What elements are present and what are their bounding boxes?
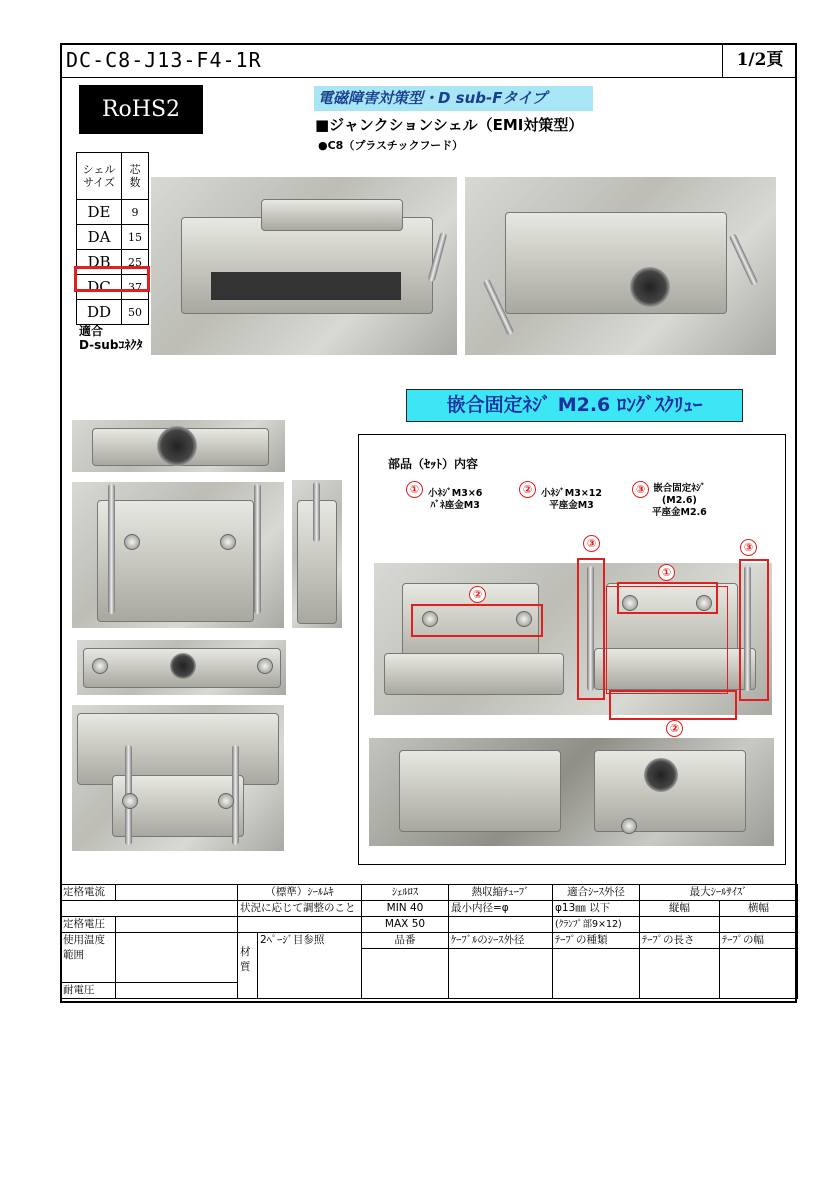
part-3-line2: (M2.6) <box>661 495 697 506</box>
shell-min: MIN 40 <box>362 901 449 917</box>
variant-title: ●C8（プラスチックフード） <box>318 139 464 152</box>
callout-box-3-right <box>739 559 769 701</box>
photo-front-view <box>72 482 284 628</box>
vertical-value <box>640 917 720 933</box>
part-2-label <box>541 488 602 512</box>
screw-banner: 嵌合固定ﾈｼﾞ M2.6 ﾛﾝｸﾞｽｸﾘｭｰ <box>406 389 743 422</box>
pins-cell: 37 <box>122 275 149 300</box>
rated-voltage-value <box>116 917 238 933</box>
callout-2-upper: ② <box>469 586 486 603</box>
callout-2-lower: ② <box>666 720 683 737</box>
heat-tube-label: 熱収縮ﾁｭｰﾌﾞ <box>449 885 553 901</box>
product-photo-back <box>465 177 776 355</box>
material-label <box>238 933 258 999</box>
shell-max: MAX 50 <box>362 917 449 933</box>
sheath-note: (ｸﾗﾝﾌﾟ部9×12) <box>553 917 640 933</box>
part-3-line1: 嵌合固定ﾈｼﾞ <box>653 483 706 494</box>
fit-label <box>79 324 142 352</box>
part-no-label: 品番 <box>362 933 449 949</box>
pins-cell: 15 <box>122 225 149 250</box>
shield-label: （標準）ｼｰﾙﾑｷ <box>238 885 362 901</box>
callout-1: ① <box>658 564 675 581</box>
parts-title: 部品（ｾｯﾄ）内容 <box>388 457 479 471</box>
part-no-value <box>362 949 449 999</box>
part-3-line3: 平座金M2.6 <box>652 507 707 518</box>
photo-side-view <box>292 480 342 628</box>
rated-current-value <box>116 885 238 901</box>
size-cell: DC <box>77 275 122 300</box>
callout-box-2-lower <box>609 690 737 720</box>
photo-rear-view <box>72 705 284 851</box>
max-seal-label: 最大ｼｰﾙｻｲｽﾞ <box>640 885 798 901</box>
part-1-number: ① <box>406 481 423 498</box>
parts-photo-inside <box>369 738 774 846</box>
part-2-number: ② <box>519 481 536 498</box>
selected-size-highlight <box>74 266 150 292</box>
tape-width-label: ﾃｰﾌﾟの幅 <box>720 933 798 949</box>
shell-loss-label: ｼｪﾙﾛｽ <box>362 885 449 901</box>
part-1-label <box>428 488 482 512</box>
heat-tube-value: 最小内径=φ <box>449 901 553 917</box>
callout-3-right: ③ <box>740 539 757 556</box>
sheath-label: 適合ｼｰｽ外径 <box>553 885 640 901</box>
rated-voltage-label: 定格電圧 <box>61 917 116 933</box>
tape-length-label: ﾃｰﾌﾟの長さ <box>640 933 720 949</box>
part-2-line2: 平座金M3 <box>549 500 594 511</box>
horizontal-label: 横幅 <box>720 901 798 917</box>
page-number: 1/2頁 <box>722 43 797 78</box>
callout-box-3-left <box>577 558 605 700</box>
use-temp-line2: 範囲 <box>63 949 84 961</box>
use-temp-line1: 使用温度 <box>63 934 105 946</box>
material-ref: 2ﾍﾟｰｼﾞ目参照 <box>258 933 362 999</box>
tape-type-label: ﾃｰﾌﾟの種類 <box>553 933 640 949</box>
pins-cell: 50 <box>122 300 149 325</box>
withstand-value <box>116 983 238 999</box>
blank-cell <box>61 901 238 917</box>
material-line2: 質 <box>240 961 251 973</box>
callout-3-left: ③ <box>583 535 600 552</box>
cable-sheath-value <box>449 949 553 999</box>
photo-top-view <box>72 420 285 472</box>
product-photo-front <box>151 177 457 355</box>
spec-table <box>60 884 798 999</box>
part-1-line1: 小ﾈｼﾞM3×6 <box>428 488 483 499</box>
fit-label-line2: D-subｺﾈｸﾀ <box>79 338 143 352</box>
photo-bottom-view <box>77 640 286 695</box>
size-cell: DB <box>77 250 122 275</box>
size-cell: DE <box>77 200 122 225</box>
blank-cell <box>449 917 553 933</box>
vertical-label: 縦幅 <box>640 901 720 917</box>
part-3-label <box>652 483 707 519</box>
category-banner: 電磁障害対策型・D sub-Fタイプ <box>314 86 593 111</box>
size-cell: DA <box>77 225 122 250</box>
blank-cell <box>238 917 362 933</box>
cable-sheath-label: ｹｰﾌﾞﾙのｼｰｽ外径 <box>449 933 553 949</box>
size-header: シェル サイズ <box>77 153 122 200</box>
part-1-line2: ﾊﾞﾈ座金M3 <box>430 500 480 511</box>
shell-size-table <box>76 152 149 325</box>
use-temp-value <box>116 933 238 983</box>
part-2-line1: 小ﾈｼﾞM3×12 <box>541 488 602 499</box>
horizontal-value <box>720 917 798 933</box>
rohs-badge: RoHS2 <box>79 85 203 134</box>
part-3-number: ③ <box>632 481 649 498</box>
use-temp-label <box>61 933 116 983</box>
rated-current-label: 定格電流 <box>61 885 116 901</box>
material-line1: 材 <box>240 946 251 958</box>
callout-box-outline <box>606 586 728 694</box>
size-cell: DD <box>77 300 122 325</box>
pins-header: 芯 数 <box>122 153 149 200</box>
sheath-value: φ13㎜ 以下 <box>553 901 640 917</box>
tape-width-value <box>720 949 798 999</box>
tape-type-value <box>553 949 640 999</box>
pins-cell: 25 <box>122 250 149 275</box>
callout-box-2 <box>411 604 543 637</box>
tape-length-value <box>640 949 720 999</box>
withstand-label: 耐電圧 <box>61 983 116 999</box>
product-title: ■ジャンクションシェル（EMI対策型） <box>315 116 584 134</box>
fit-label-line1: 適合 <box>79 324 104 338</box>
shield-note: 状況に応じて調整のこと <box>238 901 362 917</box>
pins-cell: 9 <box>122 200 149 225</box>
model-number: DC-C8-J13-F4-1R <box>66 48 262 72</box>
